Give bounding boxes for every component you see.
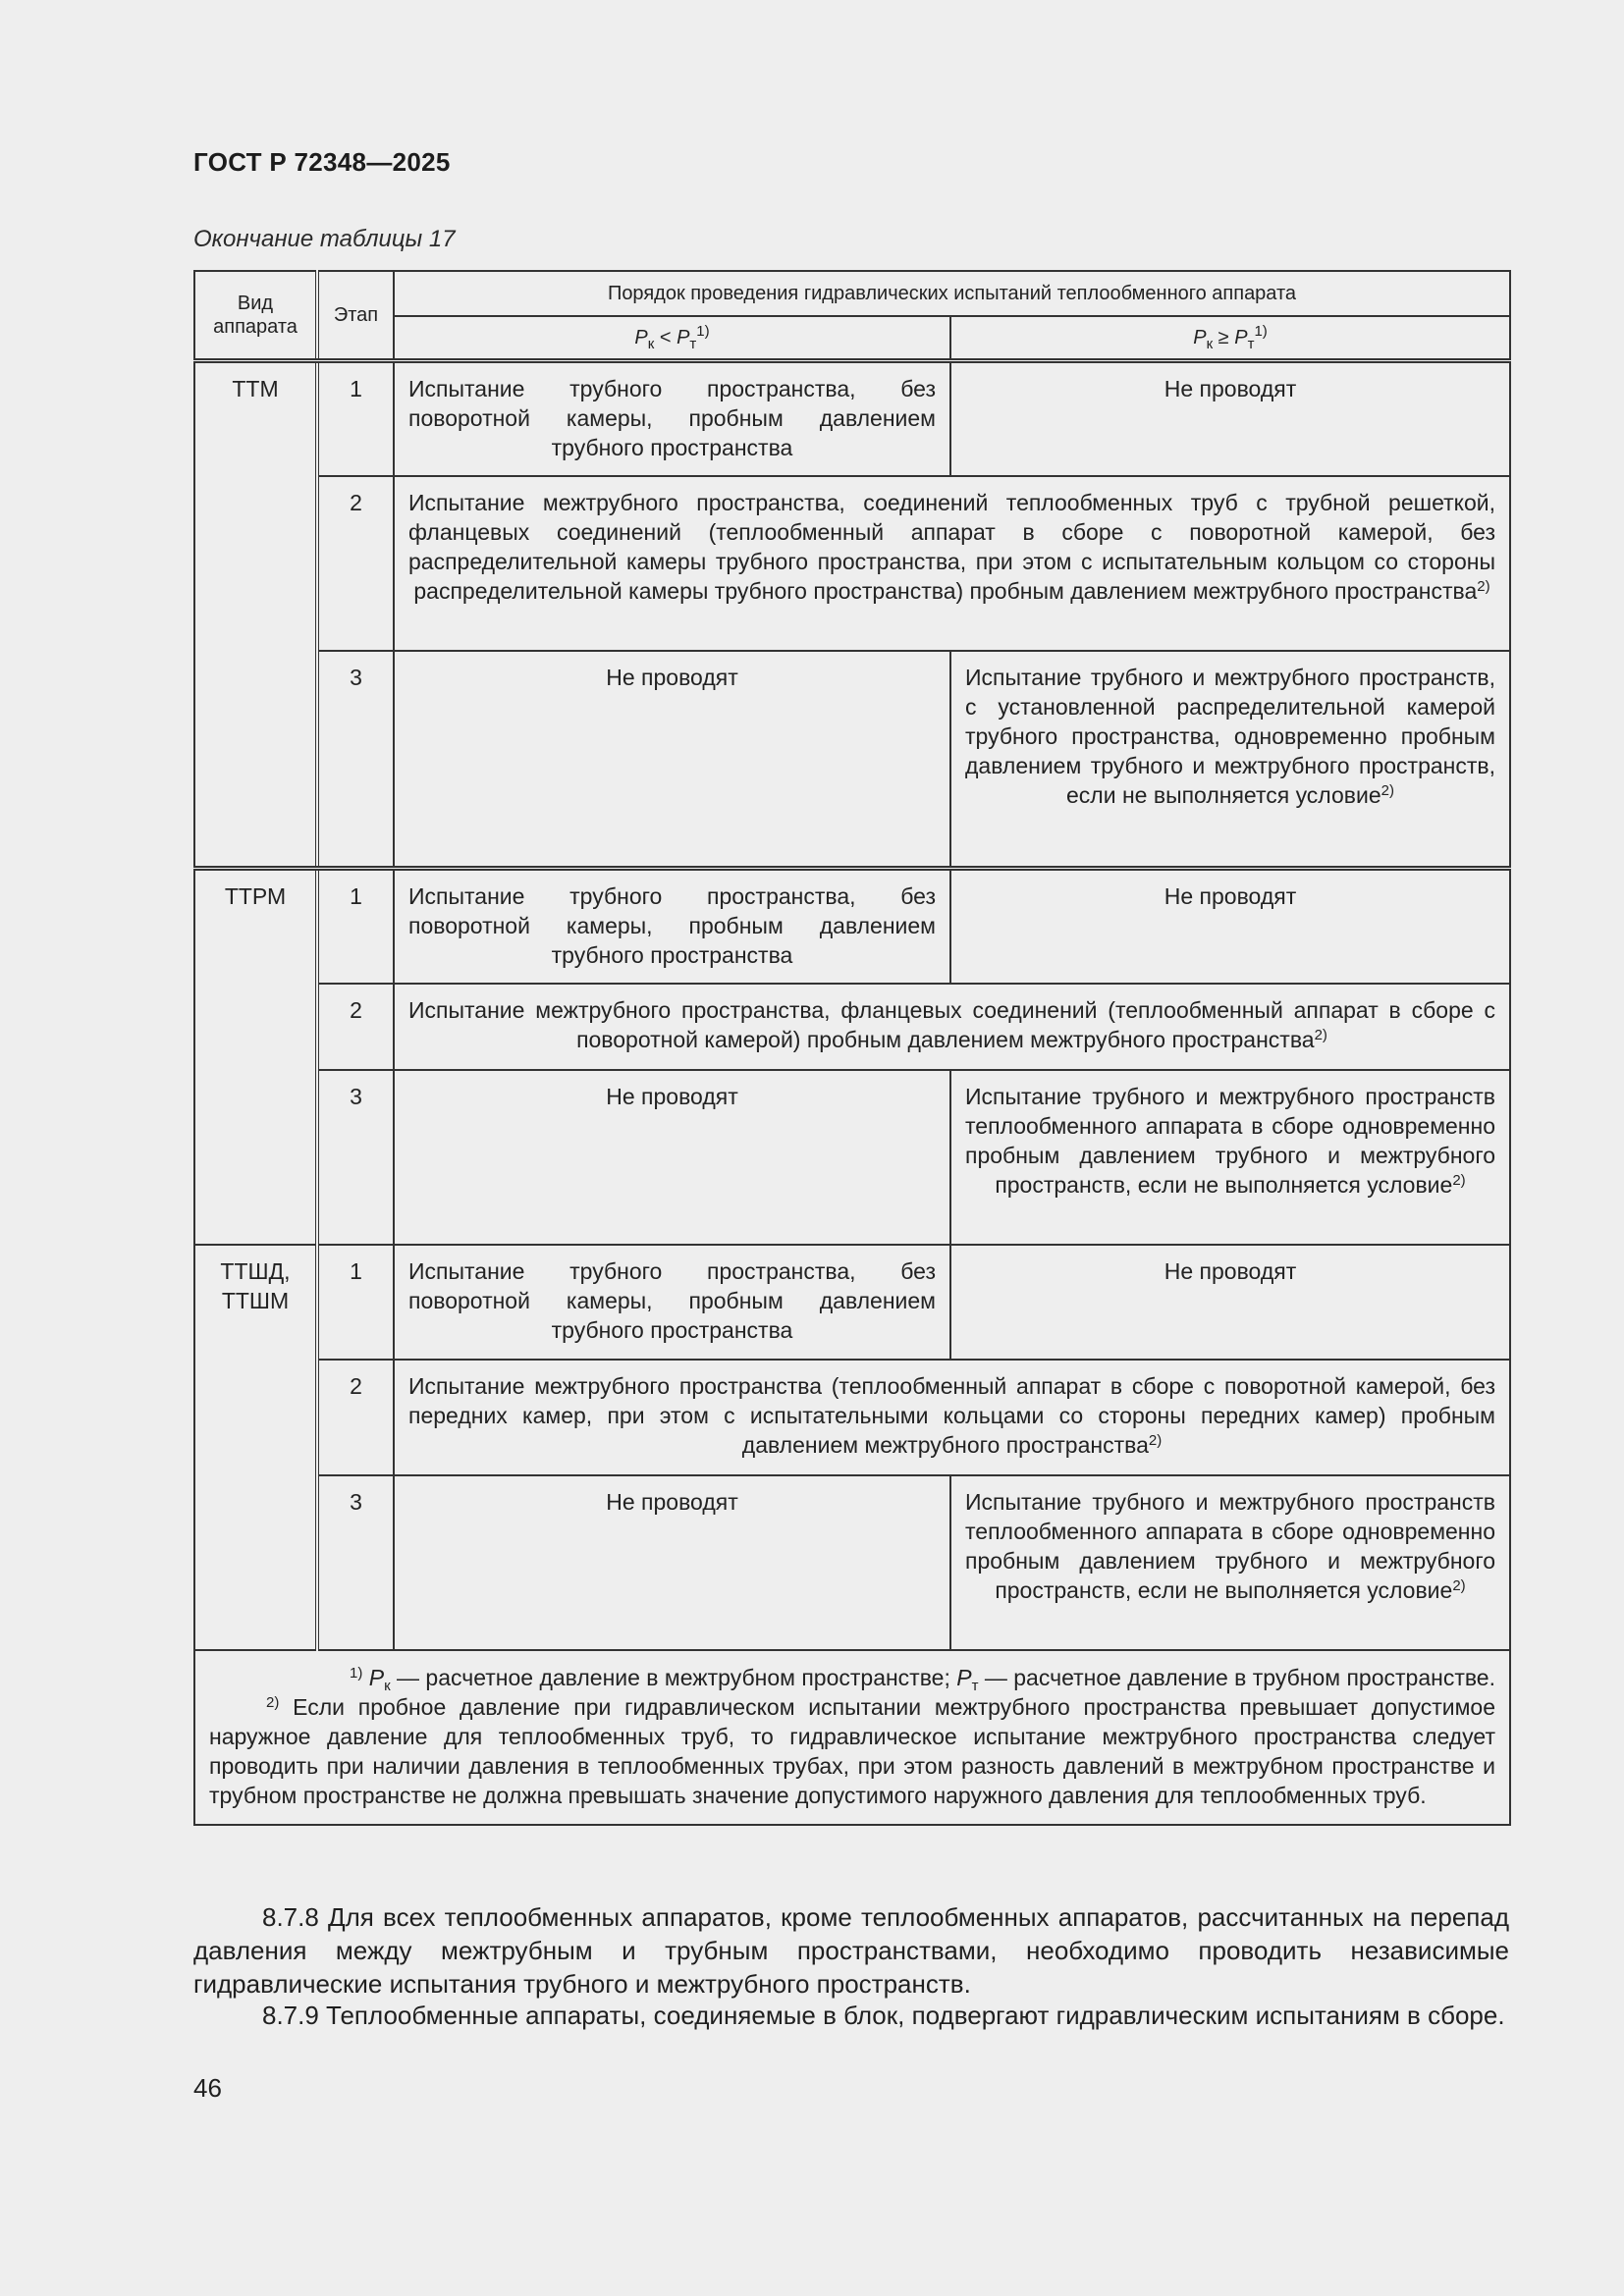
merged-cell: Испытание межтрубного пространства, фланцевых соединений (теплообменный аппарат в сборе с поворотной камерой) пробным давлением межтрубного пространства$^{2)}$ (394, 984, 1510, 1070)
table-caption: Окончание таблицы 17 (193, 226, 456, 252)
document-title: ГОСТ Р 72348—2025 (193, 147, 451, 177)
kind-cell: ТТШД, ТТШМ (194, 1245, 317, 1650)
header-order: Порядок проведения гидравлических испытаний теплообменного аппарата (394, 271, 1510, 316)
ge-cell: Не проводят (950, 1245, 1510, 1360)
less-cell: Испытание трубного пространства, без поворотной камеры, пробным давлением трубного пространства (394, 869, 950, 984)
table-row (194, 361, 1510, 476)
header-cond-ge: $P_к \ge P_т^{1)}$ (950, 316, 1510, 361)
less-cell: Не проводят (394, 1070, 950, 1245)
page-number: 46 (193, 2073, 222, 2103)
ge-cell: Испытание трубного и межтрубного пространств, с установленной распределительной камерой трубного пространства, одновременно пробным давлением трубного и межтрубного пространств, если не выполняется условие$^{2)}$ (950, 651, 1510, 869)
stage-cell: 3 (317, 651, 394, 869)
test-order-table (193, 270, 1511, 1826)
paragraph-8-7-8: 8.7.8 Для всех теплообменных аппаратов, кроме теплообменных аппаратов, рассчитанных на перепад давления между межтрубным и трубным пространствами, необходимо проводить независимые гидравлические испытания трубного и межтрубного пространств. (193, 1902, 1509, 1999)
table-notes-row (194, 1650, 1510, 1825)
header-kind: Вид аппарата (194, 271, 317, 361)
table-header-row (194, 271, 1510, 316)
paragraph-8-7-9: 8.7.9 Теплообменные аппараты, соединяемые в блок, подвергают гидравлическим испытаниям в сборе. (262, 2001, 1505, 2030)
stage-cell: 2 (317, 476, 394, 651)
note-1: $^{1)}$ $P_к$ — расчетное давление в межтрубном пространстве; $P_т$ — расчетное давление в трубном пространстве. (349, 1664, 1495, 1694)
stage-cell: 2 (317, 984, 394, 1070)
less-cell: Не проводят (394, 651, 950, 869)
stage-cell: 3 (317, 1070, 394, 1245)
ge-cell: Испытание трубного и межтрубного пространств теплообменного аппарата в сборе одновременно пробным давлением трубного и межтрубного пространств, если не выполняется условие$^{2)}$ (950, 1070, 1510, 1245)
header-stage: Этап (317, 271, 394, 361)
table-row (194, 984, 1510, 1070)
ge-cell: Испытание трубного и межтрубного пространств теплообменного аппарата в сборе одновременно пробным давлением трубного и межтрубного пространств, если не выполняется условие$^{2)}$ (950, 1475, 1510, 1650)
less-cell: Испытание трубного пространства, без поворотной камеры, пробным давлением трубного пространства (394, 361, 950, 476)
stage-cell: 1 (317, 1245, 394, 1360)
merged-cell: Испытание межтрубного пространства (теплообменный аппарат в сборе с поворотной камерой, без передних камер, при этом с испытательными кольцами со стороны передних камер) пробным давлением межтрубного пространства$^{2)}$ (394, 1360, 1510, 1475)
table-row (194, 1070, 1510, 1245)
table-row (194, 869, 1510, 984)
table-row (194, 476, 1510, 651)
note-2: $^{2)}$ Если пробное давление при гидравлическом испытании межтрубного пространства превышает допустимое наружное давление для теплообменных труб, то гидравлическое испытание межтрубного пространства следует проводить при наличии давления в теплообменных трубах, при этом разность давлений в межтрубном пространстве и трубном пространстве не должна превышать значение допустимого наружного давления для теплообменных труб. (209, 1693, 1495, 1808)
header-cond-less: $P_к < P_т^{1)}$ (394, 316, 950, 361)
kind-cell: ТТМ (194, 361, 317, 869)
stage-cell: 3 (317, 1475, 394, 1650)
stage-cell: 1 (317, 869, 394, 984)
table-row (194, 1245, 1510, 1360)
kind-cell: ТТРМ (194, 869, 317, 1245)
table-notes (194, 1650, 1510, 1825)
stage-cell: 2 (317, 1360, 394, 1475)
ge-cell: Не проводят (950, 869, 1510, 984)
ge-cell: Не проводят (950, 361, 1510, 476)
less-cell: Испытание трубного пространства, без поворотной камеры, пробным давлением трубного пространства (394, 1245, 950, 1360)
table-row (194, 1475, 1510, 1650)
table-row (194, 1360, 1510, 1475)
stage-cell: 1 (317, 361, 394, 476)
merged-cell: Испытание межтрубного пространства, соединений теплообменных труб с трубной решеткой, фланцевых соединений (теплообменный аппарат в сборе с поворотной камерой, без распределительной камеры трубного пространства, при этом с испытательным кольцом со стороны распределительной камеры трубного пространства) пробным давлением межтрубного пространства$^{2)}$ (394, 476, 1510, 651)
table-row (194, 651, 1510, 869)
less-cell: Не проводят (394, 1475, 950, 1650)
